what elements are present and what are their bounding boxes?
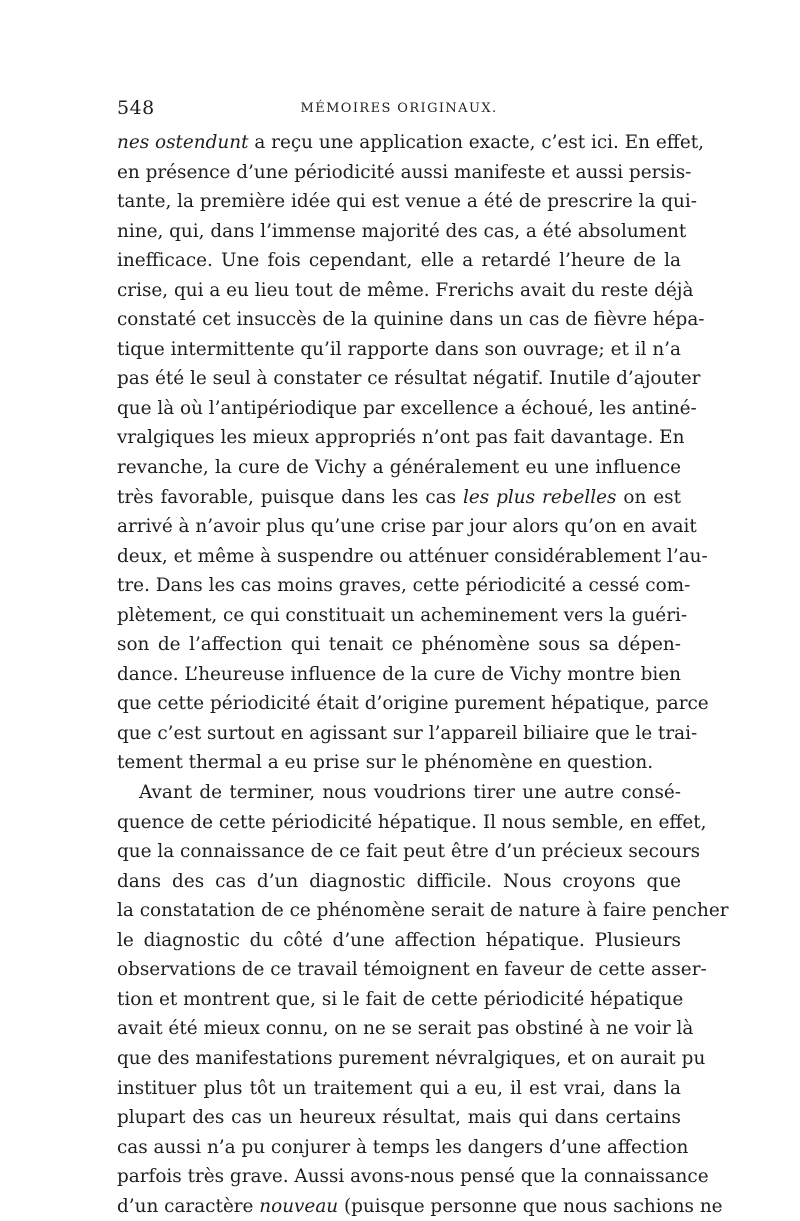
text-line	[117, 246, 681, 276]
text-segment: tion et montrent que, si le fait de cette périodicité hépatique	[117, 988, 684, 1010]
text-segment: crise, qui a eu lieu tout de même. Frerichs avait du reste déjà	[117, 279, 694, 301]
text-line	[117, 571, 691, 601]
text-segment: (puisque personne que nous sachions ne	[338, 1195, 723, 1217]
text-segment: dance. L’heureuse influence de la cure de Vichy montre bien	[117, 663, 681, 685]
text-line	[117, 483, 681, 513]
text-segment: que c’est surtout en agissant sur l’appareil biliaire que le trai-	[117, 722, 698, 744]
text-line	[117, 542, 708, 572]
text-line	[117, 423, 685, 453]
text-segment: très favorable, puisque dans les cas	[117, 486, 463, 508]
text-segment: en présence d’une périodicité aussi manifeste et aussi persis-	[117, 161, 692, 183]
text-line	[117, 512, 697, 542]
text-line	[117, 1162, 709, 1192]
text-segment: dans des cas d’un diagnostic difficile. Nous croyons que	[117, 870, 681, 892]
text-segment: tique intermittente qu’il rapporte dans son ouvrage; et il n’a	[117, 338, 681, 360]
text-line	[117, 187, 697, 217]
text-segment: observations de ce travail témoignent en faveur de cette asser-	[117, 959, 707, 981]
text-line	[117, 217, 687, 247]
text-segment: la constatation de ce phénomène serait de nature à faire pencher	[117, 900, 729, 922]
text-line	[117, 1044, 706, 1074]
text-segment: le diagnostic du côté d’une affection hépatique. Plusieurs	[117, 929, 681, 951]
text-line	[117, 719, 698, 749]
italic-text: nes ostendunt	[117, 132, 249, 153]
text-line	[117, 1014, 694, 1044]
text-segment: tement thermal a eu prise sur le phénomène en question.	[117, 752, 654, 774]
text-line	[117, 276, 694, 306]
text-segment: deux, et même à suspendre ou atténuer considérablement l’au-	[117, 545, 708, 567]
text-line	[117, 305, 705, 335]
text-line	[117, 778, 681, 808]
text-line	[117, 955, 707, 985]
text-segment: tre. Dans les cas moins graves, cette périodicité a cessé com-	[117, 575, 691, 597]
text-segment: parfois très grave. Aussi avons-nous pensé que la connaissance	[117, 1166, 709, 1188]
text-line	[117, 926, 681, 956]
text-segment: pas été le seul à constater ce résultat négatif. Inutile d’ajouter	[117, 368, 701, 390]
text-segment: que des manifestations purement névralgiques, et on aurait pu	[117, 1047, 706, 1069]
text-segment: son de l’affection qui tenait ce phénomène sous sa dépen-	[117, 634, 681, 656]
text-line	[117, 689, 709, 719]
text-line	[117, 1074, 681, 1104]
text-line	[117, 158, 692, 188]
text-segment: d’un caractère	[117, 1195, 260, 1217]
text-line	[117, 867, 681, 897]
text-segment: vralgiques les mieux appropriés n’ont pas fait davantage. En	[117, 427, 685, 449]
text-line	[117, 630, 681, 660]
text-segment: Avant de terminer, nous voudrions tirer une autre consé-	[139, 782, 681, 804]
text-segment: cas aussi n’a pu conjurer à temps les dangers d’une affection	[117, 1136, 689, 1158]
text-line	[117, 601, 688, 631]
text-segment: plètement, ce qui constituait un acheminement vers la guéri-	[117, 604, 688, 626]
text-line	[117, 808, 707, 838]
text-segment: arrivé à n’avoir plus qu’une crise par jour alors qu’on en avait	[117, 516, 697, 538]
running-head: MÉMOIRES ORIGINAUX.	[300, 101, 498, 116]
text-segment: on est	[616, 486, 681, 508]
text-line	[117, 1133, 689, 1163]
text-line	[117, 394, 697, 424]
text-segment: revanche, la cure de Vichy a généralement eu une influence	[117, 457, 681, 479]
text-line	[117, 985, 684, 1015]
text-line	[117, 837, 701, 867]
text-line	[117, 335, 681, 365]
text-line	[117, 364, 701, 394]
text-segment: que là où l’antipériodique par excellence a échoué, les antiné-	[117, 397, 697, 419]
text-line	[117, 1103, 681, 1133]
italic-text: nouveau	[259, 1195, 339, 1217]
text-segment: a reçu une application exacte, c’est ici. En effet,	[248, 132, 704, 153]
text-line	[117, 128, 704, 158]
text-segment: plupart des cas un heureux résultat, mais qui dans certains	[117, 1107, 681, 1129]
text-segment: que cette périodicité était d’origine purement hépatique, parce	[117, 693, 709, 715]
text-line	[117, 453, 681, 483]
body-text	[117, 128, 729, 1221]
text-line	[117, 1192, 723, 1221]
text-segment: constaté cet insuccès de la quinine dans un cas de fièvre hépa-	[117, 309, 705, 331]
text-segment: que la connaissance de ce fait peut être d’un précieux secours	[117, 841, 701, 863]
text-line	[117, 896, 729, 926]
text-line	[117, 748, 681, 778]
text-segment: inefficace. Une fois cependant, elle a retardé l’heure de la	[117, 250, 681, 272]
text-segment: avait été mieux connu, on ne se serait pas obstiné à ne voir là	[117, 1018, 694, 1040]
text-line	[117, 660, 681, 690]
text-segment: tante, la première idée qui est venue a été de prescrire la qui-	[117, 191, 697, 213]
page-number: 548	[117, 97, 155, 119]
text-segment: quence de cette périodicité hépatique. Il nous semble, en effet,	[117, 811, 707, 833]
page-header	[117, 97, 681, 123]
italic-text: les plus rebelles	[462, 486, 617, 508]
text-segment: nine, qui, dans l’immense majorité des cas, a été absolument	[117, 220, 687, 242]
text-segment: instituer plus tôt un traitement qui a eu, il est vrai, dans la	[117, 1077, 681, 1099]
